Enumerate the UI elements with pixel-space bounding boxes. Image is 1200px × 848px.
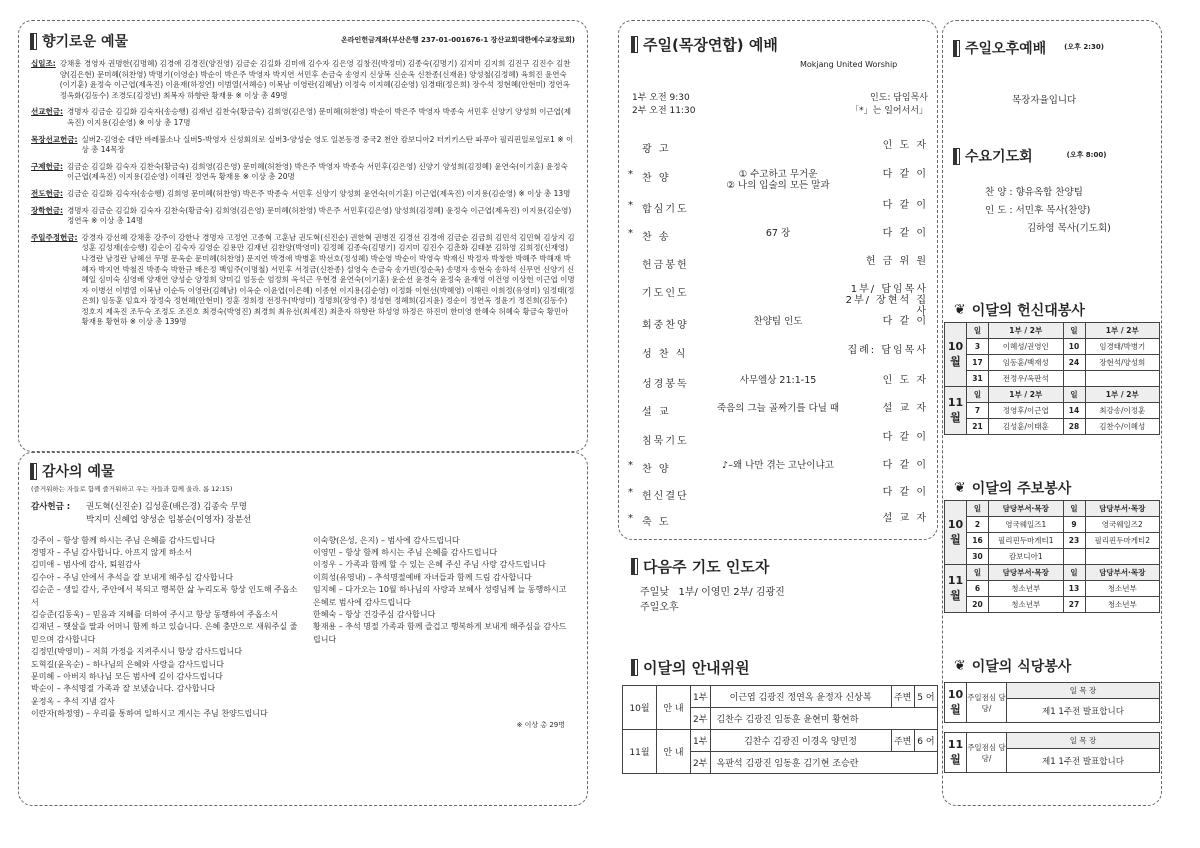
worship-item-detail: 찬양팀 인도 <box>753 316 803 327</box>
worship-time-1: 1부 오전 9:30 <box>632 93 690 103</box>
thanks-entry: 이숙향(은성, 은지) – 범사에 감사드립니다 <box>313 535 460 545</box>
column-header: 일 <box>1063 323 1085 339</box>
table-cell: 김찬수/이혜성 <box>1085 419 1160 435</box>
offerings-title <box>31 31 128 51</box>
ushers-title-text: 이달의 안내위원 <box>643 659 750 677</box>
worship-item-name: 찬 양 <box>642 173 671 184</box>
worship-item-detail <box>714 487 842 502</box>
worship-item-leader: 헌 금 위 원 <box>865 256 928 267</box>
thanks-entry: 박순이 – 추석명절 가족과 잘 보냈습니다. 감사합니다 <box>31 684 216 694</box>
usher-count: 6 어 <box>914 730 937 752</box>
table-header <box>945 323 1160 339</box>
wed-line-2: 인 도 : 서민후 목사(찬양) <box>985 205 1091 216</box>
month-cell: 10월 <box>945 323 967 387</box>
table-cell: 최강송/이정훈 <box>1085 403 1160 419</box>
stand-marker: * <box>628 169 633 180</box>
worship-item-name: 합심기도 <box>642 204 689 215</box>
stand-marker <box>628 284 642 317</box>
table-cell: 임경태/박병기 <box>1085 339 1160 355</box>
month-cell: 11월 <box>945 733 967 773</box>
worship-row <box>628 200 928 215</box>
worship-item-name: 회중찬양 <box>642 320 689 331</box>
worship-row <box>628 403 928 418</box>
table-cell: 6 <box>967 581 989 597</box>
offering-item <box>31 59 575 101</box>
table-cell: 13 <box>1063 581 1085 597</box>
worship-row <box>628 284 928 317</box>
bar-icon <box>632 660 637 675</box>
thanks-entry: 문미혜 – 아버지 하나님 모든 범사에 깊이 감사드립니다 <box>31 671 223 681</box>
wed-line-1: 찬 양 : 향유옥합 찬양팀 <box>985 187 1083 198</box>
offering-item <box>31 162 575 183</box>
usher-part: 2부 <box>691 708 711 730</box>
kitchen-row <box>945 683 1160 699</box>
worship-item-detail: 67 장 <box>765 228 791 239</box>
column-header: 일 <box>1063 501 1085 517</box>
offering-item <box>31 206 575 227</box>
table-cell: 3 <box>967 339 989 355</box>
table-cell: 30 <box>967 549 989 565</box>
column-header: 일 <box>967 323 989 339</box>
thanks-giving-line1: 권도혁(신진순) 김성훈(배은경) 김종숙 무명 <box>86 501 247 512</box>
worship-row <box>628 228 928 243</box>
offering-item <box>31 189 575 200</box>
stand-marker: * <box>628 460 633 471</box>
table-header <box>945 501 1160 517</box>
leaf-icon: ❦ <box>954 480 966 496</box>
thanks-giving-label: 감사헌금 : <box>31 501 71 512</box>
table-cell: 청소년부 <box>1085 581 1160 597</box>
bulletin-title <box>954 478 1071 498</box>
worship-title-text: 주일(목장연합) 예배 <box>643 36 778 54</box>
table-cell: 청소년부 <box>989 581 1064 597</box>
usher-names: 옥판석 김광진 임동훈 김기현 조승란 <box>710 752 937 774</box>
table-row <box>945 419 1160 435</box>
table-cell: 21 <box>967 419 989 435</box>
kitchen-title-text: 이달의 식당봉사 <box>971 659 1072 675</box>
worship-item-name: 광 고 <box>642 144 671 155</box>
thanks-entry: 한혜숙 – 항상 건강주심 감사합니다 <box>313 609 436 619</box>
next-prayer-info <box>640 585 785 615</box>
worship-row <box>628 460 928 475</box>
worship-item-name: 설 교 <box>642 407 671 418</box>
pm-body: 목장자율입니다 <box>1012 95 1077 106</box>
worship-item-detail: ♪–왜 나만 겪는 고난이냐고 <box>722 460 834 471</box>
table-cell: 16 <box>967 533 989 549</box>
ushers-table <box>622 685 938 774</box>
worship-item-detail <box>714 513 842 528</box>
thanks-entry: 이영민 – 항상 함께 하시는 주님 은혜를 감사드립니다 <box>313 547 498 557</box>
offering-names: 실버2-김영순 대만 바레불소나 실버5-박영자 신성회의로 실버3-양성순 영도 일본동경 중국2 천안 캄보디아2 터키키스탄 파푸아 필리핀일로일로1 ※ 이상 총 14목장 <box>81 134 574 155</box>
verse: (즐거워하는 자들로 함께 즐거워하고 우는 자들과 함께 울라. 롬 12:15) <box>31 485 233 493</box>
usher-names: 김찬수 김광진 이경옥 양민정 <box>710 730 891 752</box>
table-cell: 청소년부 <box>1085 597 1160 613</box>
table-header <box>945 565 1160 581</box>
worship-row <box>628 375 928 390</box>
usher-week: 주변 <box>891 686 914 708</box>
table-cell: 27 <box>1063 597 1085 613</box>
column-header: 담당부서·목장 <box>1085 501 1160 517</box>
offering-item <box>31 107 575 128</box>
pm-title <box>954 38 1104 58</box>
next-prayer-label-1: 주일낮 <box>640 587 669 598</box>
table-cell <box>1063 371 1085 387</box>
offering-item <box>31 233 575 328</box>
offering-item <box>31 135 575 156</box>
offering-label: 주일주정헌금: <box>31 232 78 242</box>
offering-names: 경명자 김금순 김길화 김숙자(송승행) 김재년 김찬숙(황금숙) 김희영(김은영) 문미혜(허찬영) 박순이 박은주 박영자 박종숙 서민후 신양기 양성희 이근엽(제옥진) 이지용(김순영) ※ 이상 총 17명 <box>66 107 572 127</box>
worship-item-name: 축 도 <box>642 517 671 528</box>
bar-icon <box>954 149 959 164</box>
thanks-total: ※ 이상 총 29명 <box>516 721 565 729</box>
table-row <box>945 533 1160 549</box>
table-cell: 청소년부 <box>989 597 1064 613</box>
usher-part: 2부 <box>691 752 711 774</box>
table-row <box>945 339 1160 355</box>
worship-row <box>628 432 928 447</box>
usher-row <box>623 686 938 708</box>
thanks-entry: 김미애 – 범사에 감사, 퇴원감사 <box>31 560 141 570</box>
next-prayer-value-1: 1부/ 이영민 2부/ 김광진 <box>678 587 785 598</box>
usher-part: 1부 <box>691 686 711 708</box>
column-header: 일 <box>967 501 989 517</box>
worship-item-name: 찬 양 <box>642 464 671 475</box>
column-header: 담당부서·목장 <box>989 501 1064 517</box>
usher-role: 안 내 <box>657 686 691 730</box>
table-cell: 20 <box>967 597 989 613</box>
worship-item-detail <box>714 284 842 317</box>
offering-label: 선교헌금: <box>31 107 63 117</box>
worship-item-detail <box>714 432 842 447</box>
wed-title <box>954 146 1106 166</box>
flowers-title <box>954 300 1085 320</box>
stand-marker <box>628 256 642 271</box>
stand-marker: * <box>628 513 633 524</box>
kitchen-table <box>944 682 1160 773</box>
bar-icon <box>954 41 959 56</box>
table-row <box>945 517 1160 533</box>
worship-time-2: 2부 오전 11:30 <box>632 106 696 116</box>
offering-names: 강경자 강선혜 강채흥 강주이 강한나 경명자 고정연 고종혁 고훈남 권도혁(신진순) 권한혁 권병진 김경선 김경애 김금순 김금희 김민석 김민혁 김상지 김성훈 김성재(송승행) 김순이 김숙자 김영순 김용만 김재년 김찬양(박영미) 김정혜 김종숙(김명기) 김지미 김진수 김춘화 김태분 김하영 김희정(신재영) 나경란 남정란 남혜선 무명 문옥순 문미혜(허찬영) 문지연 박경애 박병훈 박선호(정성혜) 박순영 박순이 박영숙 박재신 박정자 박창한 박혜주 박해재 박혜자 박지연 박철진 박종숙 박한규 배은정 백임주(이명철) 서민후 서정금(신찬종) 설영숙 손금숙 송가빈(정순옥) 송명자 송현숙 송하석 신무연 신양기 신혜일 심미숙 심영배 양재연 양성순 양정희 양미길 엄동순 엄정희 옥석근 우현경 윤연숙(이기훈) 윤순선 윤경숙 윤정숙 윤재영 이건영 이상헌 이근엽 이명자 이병선 이범열 이복남 이순득 이영란(김혜남) 이옥순 이윤엽(이은혜) 이종현 이지용(김순영) 이정화 이현선(박혜영) 이해린 이희정(유영미) 임정태(정은희) 임동훈 임효자 장정숙 정현혜(안현미) 정훈 정희정 전정우(박영미) 정명희(장영주) 정성현 정혜희(김지윤) 정순이 정연옥 정윤기 정진희(김동수) 정호지 제옥진 조두숙 조정도 조진호 최경숙(박영진) 최경희 최유선(최세진) 최춘자 하향란 하성영 하정은 하진미 한미영 한혜숙 허혜숙 황금숙 황민아 황재용 황현하 ※ 이상 총 139명 <box>81 232 575 327</box>
worship-title <box>632 34 778 55</box>
table-cell: 필리핀두마게티2 <box>1085 533 1160 549</box>
worship-item-leader: 다 같 이 <box>882 432 928 443</box>
thanks-entry: 이정우 – 가족과 함께 할 수 있는 은혜 주신 주님 사랑 감사드립니다 <box>313 560 546 570</box>
table-cell: 임동훈/백재성 <box>989 355 1064 371</box>
stand-marker: * <box>628 487 633 498</box>
wed-time: (오후 8:00) <box>1066 151 1107 160</box>
stand-marker <box>628 345 642 360</box>
worship-item-leader: 다 같 이 <box>882 228 928 239</box>
usher-names: 이근엽 김광진 정연옥 윤정자 신상복 <box>710 686 891 708</box>
thanks-entry: 김재년 – 햇살을 딸과 어머니 함께 하고 있습니다. 은혜 충만으로 새워주실 줄 믿으며 감사합니다 <box>31 622 298 644</box>
pm-title-text: 주일오후예배 <box>965 41 1047 57</box>
stand-marker <box>628 316 642 331</box>
kitchen-row <box>945 733 1160 749</box>
table-cell: 장현석/양성희 <box>1085 355 1160 371</box>
bar-icon <box>31 464 36 479</box>
worship-item-name: 찬 송 <box>642 232 671 243</box>
worship-times <box>632 92 695 118</box>
thanks-entry: 김승준(김동욱) – 믿음과 지혜를 더하여 주시고 항상 동행하여 주옵소서 <box>31 609 278 619</box>
worship-row <box>628 140 928 155</box>
bulletin-table <box>944 500 1160 613</box>
table-cell <box>1085 371 1160 387</box>
worship-lead <box>820 92 928 118</box>
kitchen-role: 주일점심 담당/ <box>967 683 1007 723</box>
spacer <box>945 723 1160 733</box>
thanks-entry: 이희성(유영내) – 추석명절예배 자녀들과 함께 드림 감사합니다 <box>313 572 532 582</box>
column-header: 일 <box>1063 565 1085 581</box>
table-cell: 7 <box>967 403 989 419</box>
offering-label: 십일조: <box>31 59 56 68</box>
worship-item-leader: 설 교 자 <box>882 403 928 414</box>
offering-names: 강채흥 경영자 권명한(김명혜) 김경애 김경진(양진영) 김금순 김길화 김미애 김수자 김은영 김창진(박정미) 김종숙(김명기) 김지미 김지희 김진구 김진수 김찬양(김은현) 문미혜(허찬영) 박명기(이영순) 박순이 박은주 박영자 박지연 서민후 손금숙 송영지 신상복 신순옥 신찬종(신재윤) 양성철(김정혜) 육희진 윤연숙(이기훈) 윤정숙 이근엽(제옥진) 이윤재(하정연) 이범열(서혜승) 이복남 이영란(김혜남) 이정숙 이지혜(김순영) 임경태(정은희) 장수석 정현혜(안현미) 정연옥 정옥화(김동수) 조경도(김정년) 최복자 하향란 황재용 ※ 이상 총 49명 <box>59 59 571 100</box>
pm-time: (오후 2:30) <box>1064 43 1104 52</box>
worship-item-name: 기도인도 <box>642 288 689 299</box>
worship-item-detail <box>714 256 842 271</box>
worship-row <box>628 256 928 271</box>
stand-marker <box>628 140 642 155</box>
kitchen-text: 제1 1주전 발표합니다 <box>1007 699 1160 723</box>
worship-note: 「*」는 일어서서」 <box>850 106 928 116</box>
worship-item-name: 헌금봉헌 <box>642 260 689 271</box>
column-header: 1부 / 2부 <box>989 323 1064 339</box>
worship-item-detail: 죽음의 그늘 골짜기를 다닐 때 <box>716 403 840 414</box>
offering-label: 전도헌금: <box>31 188 63 198</box>
stand-marker <box>628 375 642 390</box>
thanks-entry: 경명자 – 주님 감사합니다. 아프지 않게 하소서 <box>31 547 192 557</box>
thanks-entry: 강주이 – 항상 함께 하시는 주님 은혜를 감사드립니다 <box>31 535 216 545</box>
offering-label: 목장선교헌금: <box>31 134 78 144</box>
usher-count: 5 어 <box>914 686 937 708</box>
worship-leader: 인도: 담임목사 <box>869 93 928 103</box>
table-cell: 31 <box>967 371 989 387</box>
month-cell: 10월 <box>945 501 967 565</box>
worship-item-detail <box>714 140 842 155</box>
offering-names: 김금순 김길화 김숙자(송승행) 김희영 문미혜(허찬영) 박은주 박종숙 서민후 신양기 양성희 윤연숙(이기훈) 이근엽(제옥진) 이지용(김순영) ※ 이상 총 13명 <box>66 188 571 198</box>
thanks-entry: 이란자(하정영) – 우리를 통하여 일하시고 계시는 주님 찬양드립니다 <box>31 709 268 719</box>
worship-item-leader: 설 교 자 <box>882 513 928 524</box>
thanks-entry: 김수아 – 주님 안에서 추석을 잘 보내게 해주심 감사합니다 <box>31 572 234 582</box>
worship-item-detail <box>714 345 842 360</box>
worship-row <box>628 316 928 331</box>
kitchen-title <box>954 656 1071 676</box>
worship-item-leader: 다 같 이 <box>882 169 928 180</box>
thanks-box <box>18 452 588 806</box>
worship-item-detail <box>714 200 842 215</box>
bar-icon <box>632 559 637 574</box>
worship-subtitle: Mokjang United Worship <box>800 60 898 69</box>
kitchen-role: 주일점심 담당/ <box>967 733 1007 773</box>
usher-role: 안 내 <box>657 730 691 774</box>
thanks-col1 <box>31 535 303 721</box>
table-cell <box>1063 549 1085 565</box>
worship-item-leader: 집례: 담임목사 <box>847 345 928 356</box>
month-cell: 11월 <box>945 565 967 613</box>
bulletin-title-text: 이달의 주보봉사 <box>971 481 1072 497</box>
table-cell: 필리핀두마게티1 <box>989 533 1064 549</box>
table-cell: 28 <box>1063 419 1085 435</box>
worship-item-leader: 다 같 이 <box>882 460 928 471</box>
table-cell: 김성훈/이태훈 <box>989 419 1064 435</box>
stand-marker <box>628 403 642 418</box>
column-header: 1부 / 2부 <box>1085 387 1160 403</box>
month-cell: 11월 <box>945 387 967 435</box>
offering-names: 경명자 김금순 김길화 김숙자 김찬숙(황금숙) 김희영(김은영) 문미혜(허찬영) 박은주 서민후(김은영) 양성희(김정혜) 윤정숙 이근엽(제옥진) 이지용(김순영) 정연옥 ※ 이상 총 14명 <box>66 205 572 226</box>
ushers-title <box>632 657 750 678</box>
offering-label: 구제헌금: <box>31 161 63 171</box>
column-header: 일 목 장 <box>1007 733 1160 749</box>
worship-row <box>628 487 928 502</box>
table-cell: 2 <box>967 517 989 533</box>
leaf-icon: ❦ <box>954 302 966 318</box>
column-header: 담당부서·목장 <box>1085 565 1160 581</box>
table-cell: 24 <box>1063 355 1085 371</box>
offerings-list <box>31 59 575 328</box>
thanks-entry: 김정민(박영미) – 저희 가정을 지켜주시니 항상 감사드립니다 <box>31 647 242 657</box>
worship-item-leader: 다 같 이 <box>882 200 928 211</box>
worship-row <box>628 169 928 191</box>
table-cell: 정영후/이근엽 <box>989 403 1064 419</box>
next-prayer-title <box>632 556 769 577</box>
worship-item-leader: 인 도 자 <box>882 375 928 386</box>
offering-names: 김금순 김길화 김숙자 김찬숙(황금숙) 김희영(김은영) 문미혜(허찬영) 박은주 박영자 박종숙 서민후(김은영) 신양기 양성희(김정혜) 윤연숙(이기훈) 윤정숙 이근엽(제옥진) 이지용(김순영) 이해린 정연옥 황재용 ※ 이상 총 20명 <box>66 161 568 182</box>
bar-icon <box>632 37 637 52</box>
offering-label: 장학헌금: <box>31 205 63 215</box>
worship-item-name: 침묵기도 <box>642 436 689 447</box>
next-prayer-label-2: 주일오후 <box>640 602 679 613</box>
bar-icon <box>31 34 36 49</box>
worship-item-leader: 인 도 자 <box>882 140 928 151</box>
month-cell: 10월 <box>945 683 967 723</box>
column-header: 일 <box>1063 387 1085 403</box>
worship-item-detail: ① 수고하고 무거운 ② 나의 입술의 모든 말과 <box>726 169 830 191</box>
offerings-title-text: 향기로운 예물 <box>42 34 129 50</box>
thanks-title <box>31 461 575 481</box>
usher-names: 김찬수 김광진 임동훈 윤현미 황현하 <box>710 708 937 730</box>
usher-row <box>623 730 938 752</box>
table-cell: 영국웨일즈2 <box>1085 517 1160 533</box>
table-row <box>945 597 1160 613</box>
thanks-entry: 김순준 – 생일 감사, 주안에서 복되고 행복한 삶 누리도록 항상 인도해 주옵소서 <box>31 585 298 607</box>
table-cell: 캄보디아1 <box>989 549 1064 565</box>
worship-item-detail: 사무엘상 21:1-15 <box>739 375 817 386</box>
table-cell: 17 <box>967 355 989 371</box>
worship-item-leader: 다 같 이 <box>882 316 928 327</box>
column-header: 일 목 장 <box>1007 683 1160 699</box>
thanks-giving-line2: 박지미 신혜업 양성순 임봉순(이영자) 장분선 <box>86 514 252 525</box>
table-header <box>945 387 1160 403</box>
usher-part: 1부 <box>691 730 711 752</box>
usher-week: 주변 <box>891 730 914 752</box>
stand-marker <box>628 432 642 447</box>
thanks-entry: 윤정옥 – 추석 지냄 감사 <box>31 696 115 706</box>
offerings-box <box>18 20 588 452</box>
column-header: 일 <box>967 565 989 581</box>
thanks-entry: 도혁길(윤옥순) – 하나님의 은혜와 사랑을 감사드립니다 <box>31 659 224 669</box>
table-row <box>945 581 1160 597</box>
flowers-title-text: 이달의 헌신대봉사 <box>971 303 1085 319</box>
table-cell: 영국웨일즈1 <box>989 517 1064 533</box>
leaf-icon: ❦ <box>954 658 966 674</box>
usher-month: 10월 <box>623 686 657 730</box>
table-row <box>945 549 1160 565</box>
wed-title-text: 수요기도회 <box>965 149 1033 165</box>
worship-row <box>628 345 928 360</box>
worship-item-leader: 다 같 이 <box>882 487 928 498</box>
table-cell: 10 <box>1063 339 1085 355</box>
worship-item-name: 성경봉독 <box>642 379 689 390</box>
thanks-entry: 임지혜 – 다가오는 10월 하나님의 사랑과 보혜사 성령님께 늘 동행하시고 은혜로 범사에 감사드립니다 <box>313 585 567 607</box>
table-cell: 14 <box>1063 403 1085 419</box>
column-header: 일 <box>967 387 989 403</box>
usher-month: 11월 <box>623 730 657 774</box>
table-cell: 이혜성/권영인 <box>989 339 1064 355</box>
kitchen-text: 제1 1주전 발표합니다 <box>1007 749 1160 773</box>
table-row <box>945 371 1160 387</box>
account-info: 온라인헌금계좌(부산은행 237-01-001676-1 장산교회대한예수교장로회) <box>341 36 575 45</box>
thanks-title-text: 감사의 예물 <box>42 464 115 480</box>
wed-info <box>985 184 1111 238</box>
stand-marker: * <box>628 228 633 239</box>
table-cell: 9 <box>1063 517 1085 533</box>
table-cell <box>1085 549 1160 565</box>
worship-item-name: 헌신결단 <box>642 491 689 502</box>
column-header: 1부 / 2부 <box>1085 323 1160 339</box>
table-row <box>945 355 1160 371</box>
thanks-entry: 황재용 – 추석 명절 가족과 함께 즐겁고 행복하게 보내게 해주심을 감사드립니다 <box>313 622 567 644</box>
worship-row <box>628 513 928 528</box>
table-row <box>945 403 1160 419</box>
worship-item-leader: 1부/ 담임목사 2부/ 장현석 집사 <box>845 284 928 317</box>
worship-item-name: 성 찬 식 <box>642 349 688 360</box>
table-cell: 23 <box>1063 533 1085 549</box>
column-header: 담당부서·목장 <box>989 565 1064 581</box>
next-prayer-title-text: 다음주 기도 인도자 <box>643 558 770 576</box>
wed-line-3: 김하영 목사(기도회) <box>1027 223 1111 234</box>
thanks-col2 <box>313 535 571 721</box>
stand-marker: * <box>628 200 633 211</box>
table-cell: 전정우/옥판석 <box>989 371 1064 387</box>
column-header: 1부 / 2부 <box>989 387 1064 403</box>
flowers-table <box>944 322 1160 435</box>
